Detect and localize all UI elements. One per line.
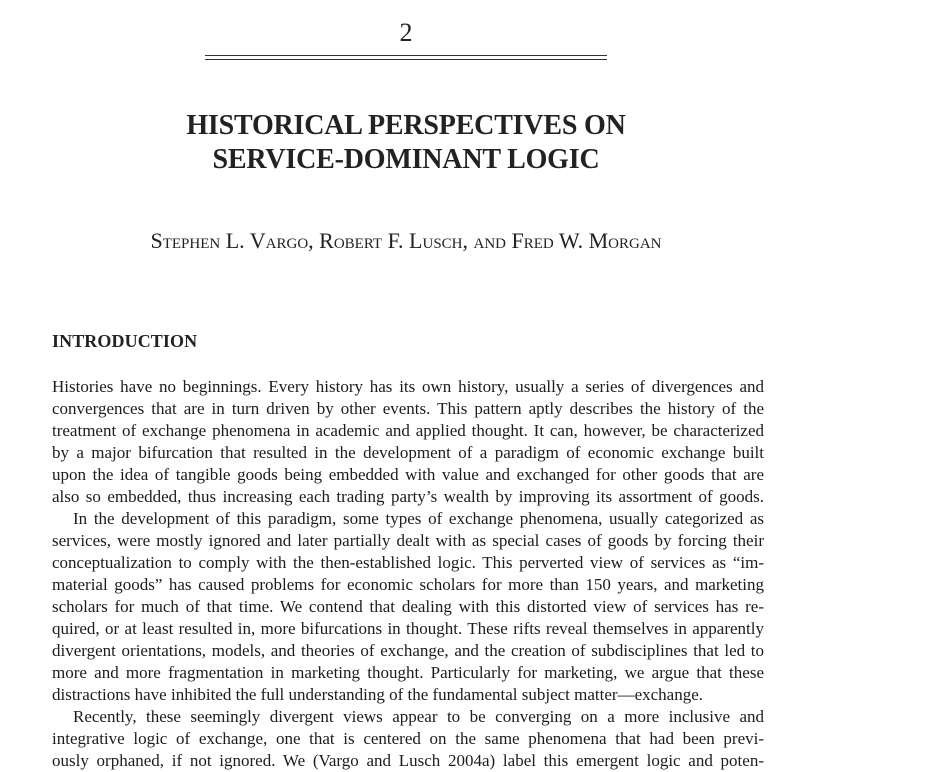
text-line: ously orphaned, if not ignored. We (Vargo and Lusch 2004a) label this emergent logic and poten- (52, 751, 764, 770)
text-line: divergent orientations, models, and theories of exchange, and the creation of subdisciplines that led to (52, 641, 764, 660)
text-line: distractions have inhibited the full understanding of the fundamental subject matter—exchange. (52, 685, 703, 704)
text-line: convergences that are in turn driven by other events. This pattern aptly describes the history of the (52, 399, 764, 418)
paragraph (52, 508, 764, 706)
body-text (52, 376, 764, 772)
text-line: Recently, these seemingly divergent views appear to be converging on a more inclusive and (73, 707, 764, 726)
paragraph (52, 706, 764, 772)
text-line: In the development of this paradigm, some types of exchange phenomena, usually categorized as (73, 509, 764, 528)
text-line: integrative logic of exchange, one that is centered on the same phenomena that had been previ- (52, 729, 764, 748)
text-line: services, were mostly ignored and later partially dealt with as special cases of goods by forcing their (52, 531, 764, 550)
text-line: quired, or at least resulted in, more bifurcations in thought. These rifts reveal themselves in apparently (52, 619, 764, 638)
text-line: also so embedded, thus increasing each trading party’s wealth by improving its assortment of goods. (52, 487, 764, 506)
text-line: scholars for much of that time. We contend that dealing with this distorted view of services has re- (52, 597, 764, 616)
chapter-rule-divider (205, 55, 607, 60)
chapter-title-line-1: HISTORICAL PERSPECTIVES ON (186, 110, 626, 141)
text-line: conceptualization to comply with the then-established logic. This perverted view of services as “im- (52, 553, 764, 572)
text-line: treatment of exchange phenomena in academic and applied thought. It can, however, be characterized (52, 421, 764, 440)
text-line: material goods” has caused problems for economic scholars for more than 150 years, and marketing (52, 575, 764, 594)
paragraph (52, 376, 764, 508)
text-line: by a major bifurcation that resulted in the development of a paradigm of economic exchange built (52, 443, 764, 462)
text-line: Histories have no beginnings. Every history has its own history, usually a series of divergences and (52, 377, 764, 396)
chapter-title-line-2: SERVICE-DOMINANT LOGIC (212, 144, 600, 175)
text-line: upon the idea of tangible goods being embedded with value and exchanged for other goods that are (52, 465, 764, 484)
chapter-number: 2 (399, 18, 413, 47)
chapter-title (130, 109, 682, 177)
section-heading: INTRODUCTION (52, 331, 198, 351)
chapter-authors: Stephen L. Vargo, Robert F. Lusch, and Fred W. Morgan (150, 228, 662, 253)
text-line: more and more fragmentation in marketing thought. Particularly for marketing, we argue that these (52, 663, 764, 682)
